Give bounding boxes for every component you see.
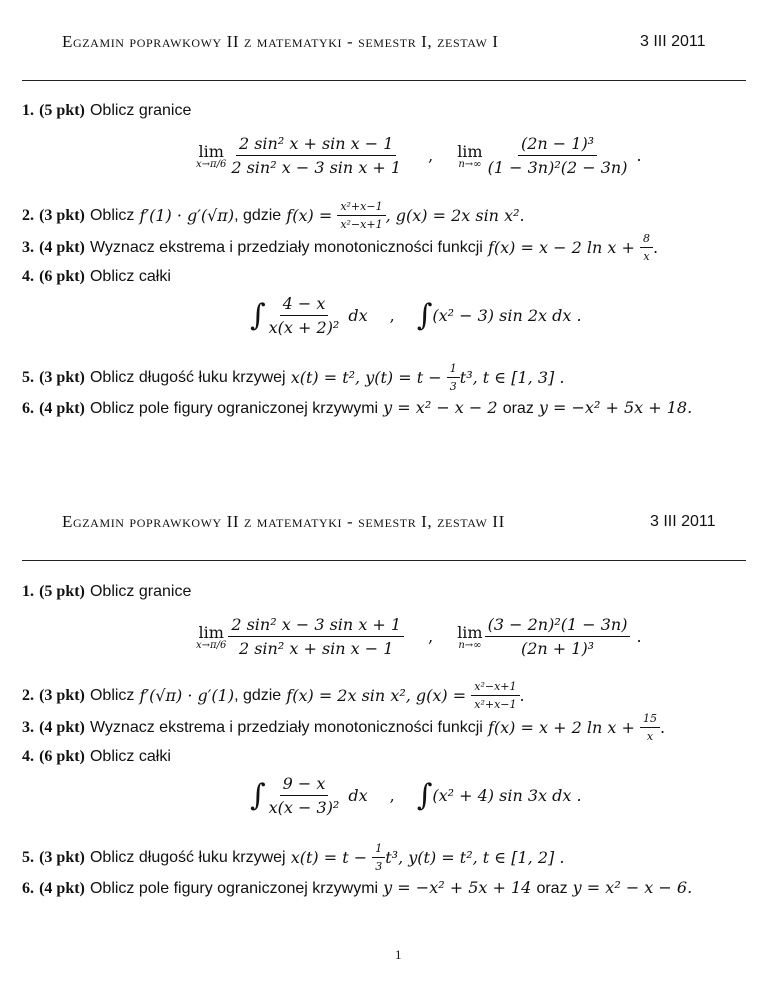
problem-text: Oblicz całki xyxy=(89,268,171,285)
problem-number: 1. xyxy=(22,583,34,600)
separator: , xyxy=(428,146,434,165)
fraction-denominator: x xyxy=(646,730,654,743)
integral-sign: ∫ xyxy=(416,778,433,813)
formula: . xyxy=(519,686,525,705)
set1-problem-5 xyxy=(22,362,564,393)
period: . xyxy=(659,718,666,737)
set1-problem-6 xyxy=(22,398,692,418)
lim-word: lim xyxy=(457,622,483,642)
lim-subscript: x→π/6 xyxy=(196,639,227,651)
formula: y = −x² + 5x + 14 xyxy=(383,878,532,897)
inline-fraction xyxy=(372,842,385,873)
fraction-denominator: (1 − 3n)²(2 − 3n) xyxy=(487,158,628,177)
integrand: (x² + 4) sin 3x dx . xyxy=(432,786,582,805)
lim-subscript: n→∞ xyxy=(458,158,482,170)
integral-sign: ∫ xyxy=(250,298,266,333)
lim-word: lim xyxy=(198,622,224,642)
lim-subscript: x→π/6 xyxy=(196,158,227,170)
formula-text: oraz xyxy=(502,400,534,417)
problem-text: Oblicz pole figury ograniczonej krzywymi xyxy=(89,880,379,897)
set1-limits xyxy=(196,134,642,177)
problem-points: (3 pkt) xyxy=(39,368,85,386)
problem-points: (4 pkt) xyxy=(39,880,85,897)
problem-points: (4 pkt) xyxy=(39,400,85,417)
fraction-numerator: (3 − 2n)²(1 − 3n) xyxy=(485,615,631,637)
limit-fraction xyxy=(485,615,631,658)
fraction-numerator: 1 xyxy=(447,362,460,378)
problem-number: 6. xyxy=(22,400,34,417)
formula: t³, y(t) = t², t ∈ [1, 2] . xyxy=(385,848,565,867)
problem-points: (5 pkt) xyxy=(39,102,85,119)
problem-points: (6 pkt) xyxy=(39,268,85,285)
fraction-denominator: 2 sin² x + sin x − 1 xyxy=(238,639,394,658)
separator: , xyxy=(389,786,395,805)
set2-integrals xyxy=(250,774,582,817)
fraction-denominator: x²+x−1 xyxy=(474,698,517,711)
set2-problem-5 xyxy=(22,842,564,873)
set1-date: 3 III 2011 xyxy=(640,33,706,50)
fraction-numerator: 9 − x xyxy=(280,774,329,796)
problem-text: Wyznacz ekstrema i przedziały monotoniczności funkcji xyxy=(89,238,483,256)
fraction-numerator: 15 xyxy=(640,712,660,728)
formula-text: , gdzie xyxy=(234,206,282,224)
limit-operator xyxy=(457,623,482,651)
problem-number: 3. xyxy=(22,238,34,256)
fraction-denominator: (2n + 1)³ xyxy=(520,639,595,658)
formula-text: oraz xyxy=(536,880,568,897)
inline-fraction xyxy=(640,232,653,263)
integrand-fraction xyxy=(266,774,343,817)
problem-number: 2. xyxy=(22,206,34,224)
fraction-denominator: x²−x+1 xyxy=(340,218,383,231)
fraction-denominator: x(x + 2)² xyxy=(268,318,340,337)
formula-text: , gdzie xyxy=(234,686,282,704)
inline-fraction xyxy=(447,362,460,393)
fraction-denominator: x xyxy=(643,250,650,263)
formula: f′(1) · g′(√π) xyxy=(139,206,235,225)
problem-number: 1. xyxy=(22,102,34,119)
inline-fraction xyxy=(640,712,660,743)
fraction-denominator: 3 xyxy=(449,380,457,393)
formula: y = x² − x − 2 xyxy=(383,398,498,417)
problem-points: (5 pkt) xyxy=(39,583,85,600)
fraction-numerator: x²+x−1 xyxy=(337,200,385,216)
fraction-numerator: (2n − 1)³ xyxy=(518,134,597,156)
integral-sign: ∫ xyxy=(416,298,433,333)
inline-fraction xyxy=(471,680,519,711)
set2-title: Egzamin poprawkowy II z matematyki - semestr I, zestaw II xyxy=(62,512,505,531)
problem-number: 3. xyxy=(22,718,34,736)
set1-problem-1 xyxy=(22,100,191,120)
formula: x(t) = t², y(t) = t − xyxy=(290,368,442,387)
page-number: 1 xyxy=(395,947,402,962)
set2-date: 3 III 2011 xyxy=(650,513,716,530)
set1-title: Egzamin poprawkowy II z matematyki - semestr I, zestaw I xyxy=(62,32,499,51)
problem-points: (3 pkt) xyxy=(39,686,85,704)
separator: , xyxy=(389,306,395,325)
problem-number: 5. xyxy=(22,368,34,386)
formula: f(x) = 2x sin x², g(x) = xyxy=(286,686,467,705)
period: . xyxy=(636,627,642,646)
inline-fraction xyxy=(337,200,385,231)
problem-text: Oblicz pole figury ograniczonej krzywymi xyxy=(89,400,379,417)
period: . xyxy=(636,146,642,165)
set2-problem-1 xyxy=(22,581,191,601)
problem-number: 4. xyxy=(22,268,34,285)
limit-operator xyxy=(196,623,226,651)
limit-fraction xyxy=(228,615,404,658)
formula: t³, t ∈ [1, 3] . xyxy=(459,368,565,387)
problem-number: 5. xyxy=(22,848,34,866)
limit-operator xyxy=(196,142,226,170)
limit-fraction xyxy=(485,134,631,177)
differential: dx xyxy=(348,306,368,325)
formula: f′(√π) · g′(1) xyxy=(139,686,235,705)
formula: , g(x) = 2x sin x². xyxy=(385,206,525,225)
fraction-denominator: x(x − 3)² xyxy=(268,798,340,817)
formula: f(x) = x − 2 ln x + xyxy=(487,238,635,257)
problem-text: Oblicz długość łuku krzywej xyxy=(89,848,286,866)
fraction-numerator: 2 sin² x + sin x − 1 xyxy=(236,134,397,156)
set2-limits xyxy=(196,615,642,658)
problem-points: (4 pkt) xyxy=(39,718,85,736)
lim-word: lim xyxy=(457,141,483,161)
formula: y = −x² + 5x + 18. xyxy=(538,398,693,417)
problem-points: (6 pkt) xyxy=(39,748,85,765)
formula: x(t) = t − xyxy=(290,848,368,867)
formula: f(x) = x + 2 ln x + xyxy=(487,718,635,737)
problem-points: (4 pkt) xyxy=(39,238,85,256)
integral-sign: ∫ xyxy=(250,778,266,813)
fraction-denominator: 2 sin² x − 3 sin x + 1 xyxy=(231,158,402,177)
fraction-numerator: 4 − x xyxy=(280,294,329,316)
integrand-fraction xyxy=(266,294,343,337)
problem-text: Wyznacz ekstrema i przedziały monotoniczności funkcji xyxy=(89,718,483,736)
formula: y = x² − x − 6. xyxy=(572,878,693,897)
limit-fraction xyxy=(228,134,404,177)
differential: dx xyxy=(348,786,368,805)
fraction-numerator: 8 xyxy=(640,232,653,248)
limit-operator xyxy=(457,142,482,170)
fraction-denominator: 3 xyxy=(375,860,383,873)
integrand: (x² − 3) sin 2x dx . xyxy=(432,306,582,325)
problem-points: (3 pkt) xyxy=(39,206,85,224)
fraction-numerator: 1 xyxy=(372,842,385,858)
formula: f(x) = xyxy=(286,206,333,225)
problem-text: Oblicz xyxy=(89,686,135,704)
set1-problem-4 xyxy=(22,266,171,286)
lim-word: lim xyxy=(198,141,224,161)
set2-problem-3 xyxy=(22,712,665,743)
problem-text: Oblicz granice xyxy=(89,583,192,600)
set2-problem-4 xyxy=(22,746,171,766)
fraction-numerator: 2 sin² x − 3 sin x + 1 xyxy=(228,615,404,637)
set1-problem-3 xyxy=(22,232,658,263)
set2-divider xyxy=(22,560,746,561)
problem-text: Oblicz długość łuku krzywej xyxy=(89,368,286,386)
problem-number: 4. xyxy=(22,748,34,765)
lim-subscript: n→∞ xyxy=(458,639,482,651)
problem-text: Oblicz całki xyxy=(89,748,171,765)
problem-points: (3 pkt) xyxy=(39,848,85,866)
problem-text: Oblicz xyxy=(89,206,135,224)
set1-problem-2 xyxy=(22,200,525,231)
set1-integrals xyxy=(250,294,582,337)
set1-divider xyxy=(22,80,746,81)
separator: , xyxy=(428,627,434,646)
problem-number: 6. xyxy=(22,880,34,897)
fraction-numerator: x²−x+1 xyxy=(471,680,519,696)
set2-problem-2 xyxy=(22,680,525,711)
set2-problem-6 xyxy=(22,878,692,898)
period: . xyxy=(652,238,659,257)
problem-text: Oblicz granice xyxy=(89,102,192,119)
problem-number: 2. xyxy=(22,686,34,704)
